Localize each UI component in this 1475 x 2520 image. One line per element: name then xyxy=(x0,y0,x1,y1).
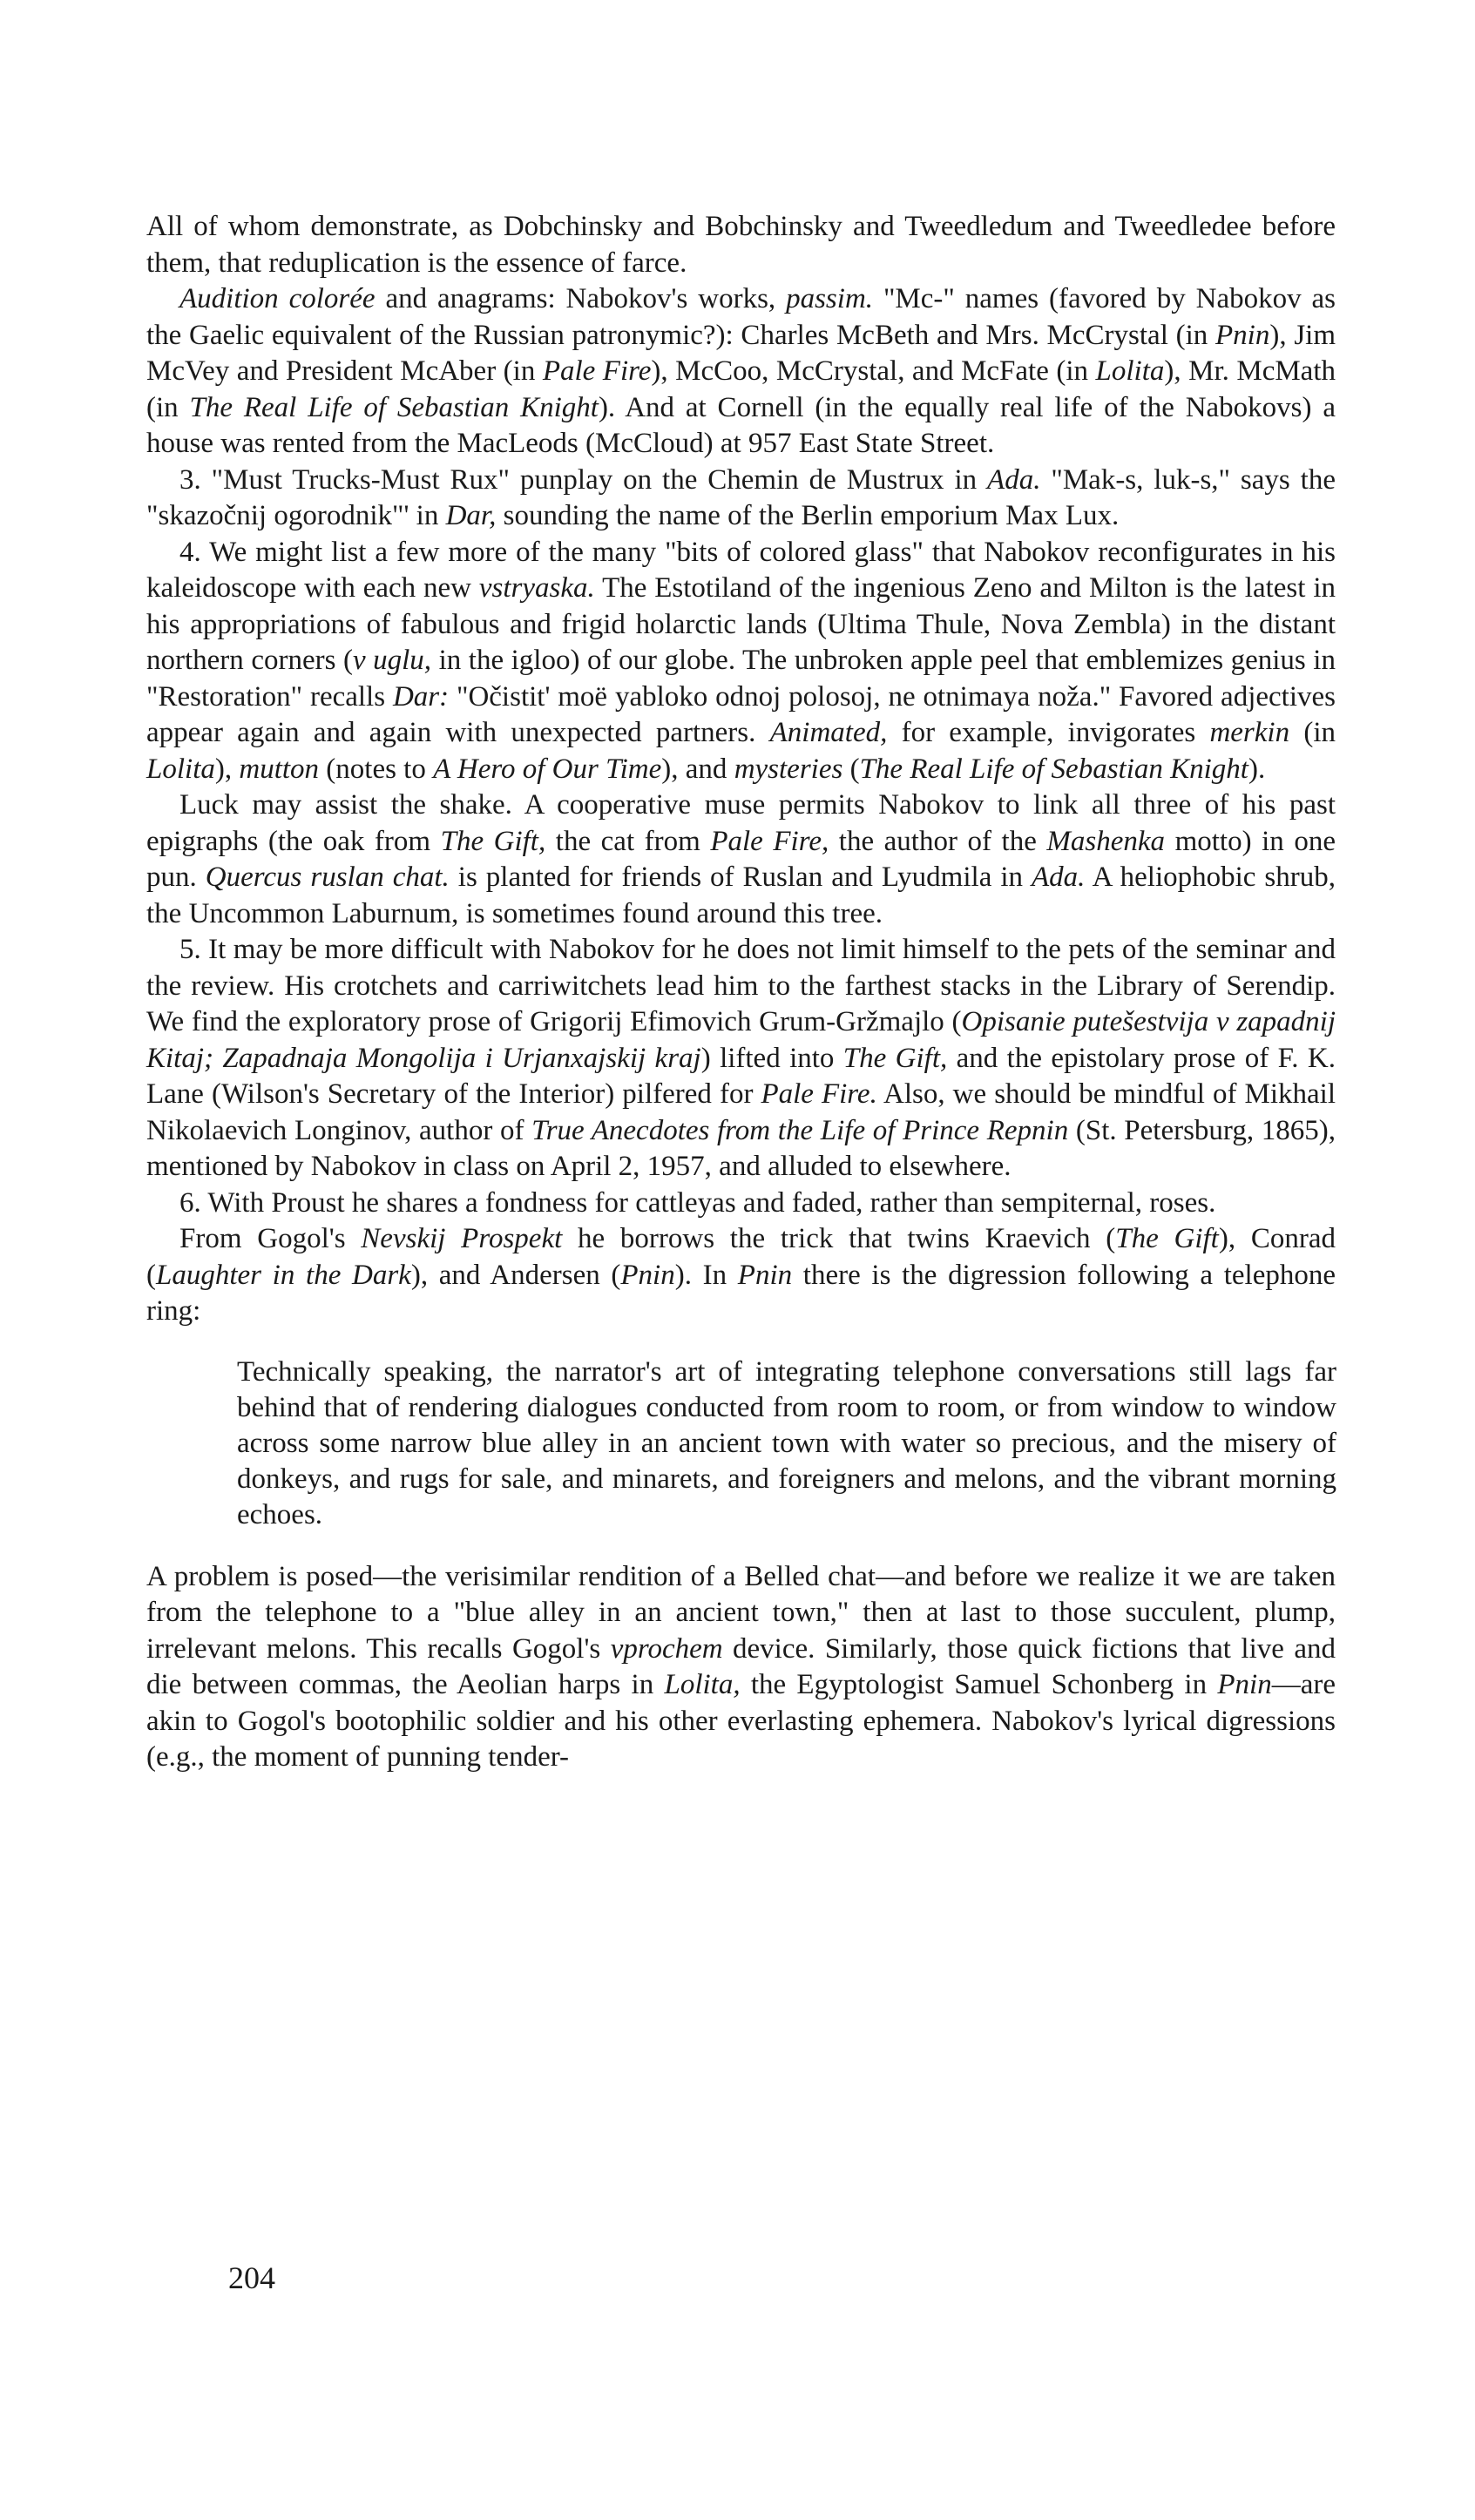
text-run: 3. "Must Trucks-Must Rux" punplay on the Chemin de Mustrux in xyxy=(179,463,988,496)
italic-run: Dar: xyxy=(392,680,450,713)
text-run: device. Similarly, those quick fictions that live and die between commas, the Aeolian harps in xyxy=(146,1632,1336,1700)
italic-run: v uglu, xyxy=(352,645,432,676)
italic-run: Lolita xyxy=(1095,355,1165,387)
text-run: ). And at Cornell (in the equally real life of the Nabokovs) a house was rented from the MacLeods (McCloud) at 957 East State Street. xyxy=(146,391,1336,459)
text-run: Also, we should be mindful of Mikhail Nikolaevich Longinov, author of xyxy=(146,1078,1336,1146)
italic-run: mutton xyxy=(239,753,320,785)
text-run: ), Conrad ( xyxy=(146,1223,1336,1291)
italic-run: Ada. xyxy=(987,463,1041,496)
text-run: ), Mr. McMath (in xyxy=(146,355,1336,423)
text-run: and anagrams: Nabokov's works, xyxy=(375,283,787,314)
italic-run: passim. xyxy=(786,283,874,314)
italic-run: Quercus ruslan chat. xyxy=(205,861,450,893)
paragraph xyxy=(146,209,1336,281)
text-run: 4. We might list a few more of the many "bits of colored glass" that Nabokov reconfigurates in his kaleidoscope with each new xyxy=(146,536,1336,604)
italic-run: The Real Life of Sebastian Knight xyxy=(189,391,599,423)
italic-run: vprochem xyxy=(610,1632,723,1665)
text-run: sounding the name of the Berlin emporium Max Lux. xyxy=(496,500,1120,531)
text-run: ), xyxy=(214,753,240,785)
text-run: ), and xyxy=(661,753,734,785)
italic-run: Dar, xyxy=(445,500,497,531)
paragraph xyxy=(146,535,1336,788)
text-run: (notes to xyxy=(319,753,434,785)
paragraph xyxy=(146,932,1336,1186)
page-number: 204 xyxy=(228,2260,275,2295)
text-run: Luck may assist the shake. A cooperative muse permits Nabokov to link all three of his past epigraphs (the oak from xyxy=(146,789,1336,857)
italic-run: Lolita xyxy=(146,753,215,785)
italic-run: The Real Life of Sebastian Knight xyxy=(859,753,1248,785)
text-run: he borrows the trick that twins Kraevich ( xyxy=(562,1223,1116,1254)
text-run: there is the digression following a telephone ring: xyxy=(146,1259,1336,1327)
text-run: and the epistolary prose of F. K. Lane (Wilson's Secretary of the Interior) pilfered for xyxy=(146,1042,1336,1110)
text-run: "Očistit' moë yabloko odnoj polosoj, ne otnimaya noža." Favored adjectives appear again and again with unexpected partners. xyxy=(146,680,1336,748)
text-run: "Mc-" names (favored by Nabokov as the Gaelic equivalent of the Russian patronymic?): Charles McBeth and Mrs. McCrystal (in xyxy=(146,283,1336,351)
italic-run: Animated, xyxy=(769,717,888,748)
italic-run: True Anecdotes from the Life of Prince Repnin xyxy=(531,1114,1069,1146)
text-run: motto) in one pun. xyxy=(146,825,1336,893)
block-quote: Technically speaking, the narrator's art of integrating telephone conversations still lags far behind that of rendering dialogues conducted from room to room, or from window to window across some narrow blue alley in an ancient town with water so precious, and the misery of donkeys, and rugs for sale, and minarets, and foreigners and melons, and the vibrant morning echoes. xyxy=(237,1355,1336,1530)
text-run: A problem is posed—the verisimilar rendition of a Belled chat—and before we realize it we are taken from the telephone to a "blue alley in an ancient town," then at last to those succulent, plump, irrelevant melons. This recalls Gogol's xyxy=(146,1560,1336,1665)
italic-run: The Gift, xyxy=(842,1042,948,1074)
italic-run: Nevskij Prospekt xyxy=(361,1223,563,1254)
italic-run: Pnin xyxy=(1215,319,1270,351)
paragraph xyxy=(146,1559,1336,1776)
italic-run: Pnin xyxy=(1217,1669,1272,1700)
text-run: is planted for friends of Ruslan and Lyudmila in xyxy=(449,861,1032,893)
text-run: All of whom demonstrate, as Dobchinsky and Bobchinsky and Tweedledum and Tweedledee before them, that reduplication is the essence of farce. xyxy=(146,211,1336,279)
italic-run: A Hero of Our Time xyxy=(433,753,662,785)
paragraph xyxy=(146,787,1336,932)
text-run: ), McCoo, McCrystal, and McFate (in xyxy=(651,355,1096,387)
italic-run: Audition colorée xyxy=(179,283,376,314)
text-run: ). xyxy=(1248,753,1266,785)
text-run: 5. It may be more difficult with Nabokov for he does not limit himself to the pets of the seminar and the review. His crotchets and carriwitchets lead him to the farthest stacks in the Library of Serendip. We find the exploratory prose of Grigorij Efimovich Grum-Gržmajlo ( xyxy=(146,934,1336,1037)
notes-text xyxy=(146,209,1336,1776)
italic-run: mysteries xyxy=(734,753,843,785)
text-run: ) lifted into xyxy=(700,1042,843,1074)
italic-run: vstryaska. xyxy=(478,572,595,604)
text-run: (St. Petersburg, 1865), mentioned by Nabokov in class on April 2, 1957, and alluded to elsewhere. xyxy=(146,1114,1336,1182)
text-run: ( xyxy=(842,753,860,785)
text-run: in the igloo) of our globe. The unbroken apple peel that emblemizes genius in "Restoration" recalls xyxy=(146,645,1336,713)
text-run: (in xyxy=(1289,717,1336,748)
italic-run: The Gift xyxy=(1115,1223,1219,1254)
paragraph xyxy=(146,1221,1336,1330)
text-run: —are akin to Gogol's bootophilic soldier and his other everlasting ephemera. Nabokov's lyrical digressions (e.g., the moment of punning tender- xyxy=(146,1669,1336,1773)
text-run: the cat from xyxy=(545,825,711,857)
italic-run: Ada. xyxy=(1032,861,1086,893)
italic-run: Laughter in the Dark xyxy=(156,1259,411,1291)
text-run: the author of the xyxy=(829,825,1047,857)
italic-run: Pale Fire xyxy=(542,355,652,387)
italic-run: Pnin xyxy=(737,1259,793,1291)
italic-run: Mashenka xyxy=(1046,825,1166,857)
text-run: A heliophobic shrub, the Uncommon Laburnum, is sometimes found around this tree. xyxy=(146,861,1336,929)
text-run: ), and Andersen ( xyxy=(410,1259,621,1291)
italic-run: Pale Fire. xyxy=(761,1078,877,1110)
italic-run: Opisanie putešestvija v zapadnij Kitaj; Zapadnaja Mongolija i Urjanxajskij kraj xyxy=(146,1006,1336,1074)
text-run: the Egyptologist Samuel Schonberg in xyxy=(740,1669,1218,1700)
paragraph xyxy=(146,463,1336,535)
italic-run: Lolita, xyxy=(664,1669,741,1700)
text-run: From Gogol's xyxy=(179,1223,362,1254)
text-run: 6. With Proust he shares a fondness for cattleyas and faded, rather than sempiternal, roses. xyxy=(179,1186,1216,1219)
text-run: ), Jim McVey and President McAber (in xyxy=(146,319,1336,387)
italic-run: Pale Fire, xyxy=(710,825,829,857)
italic-run: The Gift, xyxy=(440,825,546,857)
paragraph xyxy=(146,281,1336,463)
text-run: for example, invigorates xyxy=(887,717,1210,748)
text-run: "Mak-s, luk-s," says the "skazočnij ogorodnik"' in xyxy=(146,463,1336,531)
text-run: ). In xyxy=(674,1259,738,1291)
paragraph xyxy=(146,1186,1336,1222)
italic-run: Pnin xyxy=(620,1259,675,1291)
italic-run: merkin xyxy=(1209,717,1290,748)
text-run: The Estotiland of the ingenious Zeno and Milton is the latest in his appropriations of fabulous and frigid holarctic lands (Ultima Thule, Nova Zembla) in the distant northern corners ( xyxy=(146,572,1336,676)
